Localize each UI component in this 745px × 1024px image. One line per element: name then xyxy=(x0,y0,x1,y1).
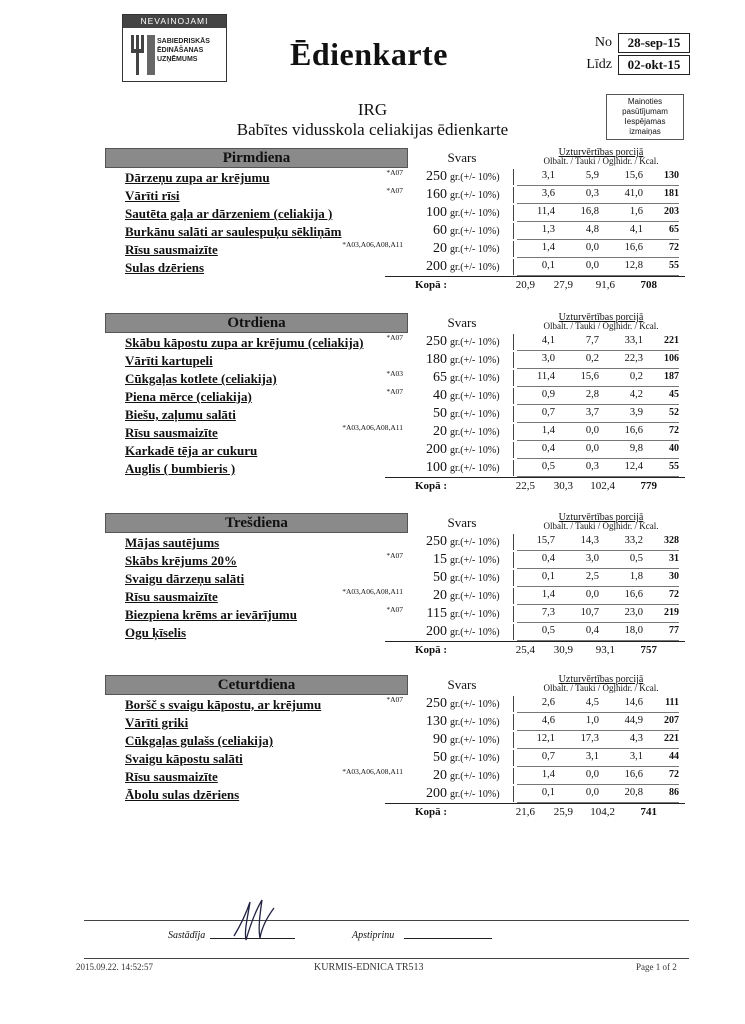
fat-value: 14,3 xyxy=(580,535,599,546)
approved-label: Apstiprinu xyxy=(352,930,395,941)
menu-item-row xyxy=(105,767,685,785)
portion-weight: 250 gr.(+/- 10%) xyxy=(411,169,514,185)
dish-name: Piena mērce (celiakija) xyxy=(125,389,252,404)
kcal-value: 203 xyxy=(664,206,679,217)
to-label: Līdz xyxy=(586,57,612,72)
menu-item-row xyxy=(105,713,685,731)
protein-value: 12,1 xyxy=(536,733,555,744)
fat-value: 3,0 xyxy=(585,553,599,564)
total-protein: 25,4 xyxy=(515,644,535,656)
fat-value: 0,0 xyxy=(585,425,599,436)
portion-weight: 20 gr.(+/- 10%) xyxy=(411,424,514,440)
total-label: Kopā : xyxy=(415,806,448,818)
kcal-value: 111 xyxy=(665,697,679,708)
fat-value: 1,0 xyxy=(585,715,599,726)
fat-value: 0,0 xyxy=(585,242,599,253)
protein-value: 11,4 xyxy=(537,371,555,382)
fat-value: 10,7 xyxy=(580,607,599,618)
portion-weight: 180 gr.(+/- 10%) xyxy=(411,352,514,368)
carb-value: 4,3 xyxy=(629,733,643,744)
protein-value: 0,5 xyxy=(541,461,555,472)
carb-value: 12,8 xyxy=(624,260,643,271)
kcal-value: 55 xyxy=(669,461,679,472)
allergen-codes: *A03,A06,A08,A11 xyxy=(342,587,403,596)
total-fat: 27,9 xyxy=(553,279,573,291)
fat-value: 7,7 xyxy=(585,335,599,346)
date-range xyxy=(584,33,690,75)
total-protein: 20,9 xyxy=(515,279,535,291)
kcal-value: 207 xyxy=(664,715,679,726)
day-name: Ceturtdiena xyxy=(105,675,408,695)
day-section xyxy=(105,313,685,496)
dish-name: Svaigu kāpostu salāti xyxy=(125,751,243,766)
total-kcal: 779 xyxy=(640,480,657,492)
dish-name: Sulas dzēriens xyxy=(125,260,205,275)
carb-value: 33,1 xyxy=(624,335,643,346)
fat-value: 0,4 xyxy=(585,625,599,636)
fat-value: 16,8 xyxy=(580,206,599,217)
day-name: Pirmdiena xyxy=(105,148,408,168)
total-kcal: 708 xyxy=(640,279,657,291)
fat-value: 4,5 xyxy=(585,697,599,708)
protein-value: 0,1 xyxy=(541,787,555,798)
menu-item-row xyxy=(105,605,685,623)
portion-weight: 15 gr.(+/- 10%) xyxy=(411,552,514,568)
protein-value: 1,4 xyxy=(541,242,555,253)
menu-item-row xyxy=(105,569,685,587)
dish-name: Rīsu sausmaizīte xyxy=(125,242,218,257)
kcal-value: 72 xyxy=(669,425,679,436)
fat-value: 0,0 xyxy=(585,443,599,454)
dish-name: Karkadē tēja ar cukuru xyxy=(125,443,258,458)
protein-value: 0,4 xyxy=(541,443,555,454)
portion-weight: 40 gr.(+/- 10%) xyxy=(411,388,514,404)
kcal-value: 187 xyxy=(664,371,679,382)
portion-weight: 160 gr.(+/- 10%) xyxy=(411,187,514,203)
carb-value: 23,0 xyxy=(624,607,643,618)
total-label: Kopā : xyxy=(415,644,448,656)
dish-name: Rīsu sausmaizīte xyxy=(125,425,218,440)
kcal-value: 55 xyxy=(669,260,679,271)
carb-value: 22,3 xyxy=(624,353,643,364)
menu-item-row xyxy=(105,731,685,749)
protein-value: 15,7 xyxy=(536,535,555,546)
portion-weight: 200 gr.(+/- 10%) xyxy=(411,259,514,275)
carb-value: 3,1 xyxy=(629,751,643,762)
fat-value: 0,2 xyxy=(585,353,599,364)
portion-weight: 250 gr.(+/- 10%) xyxy=(411,696,514,712)
menu-subtitle: Babītes vidusskola celiakijas ēdienkarte xyxy=(236,120,509,139)
portion-weight: 20 gr.(+/- 10%) xyxy=(411,588,514,604)
company-logo xyxy=(122,14,227,82)
total-protein: 21,6 xyxy=(515,806,535,818)
portion-weight: 200 gr.(+/- 10%) xyxy=(411,786,514,802)
logo-band: NEVAINOJAMI xyxy=(123,15,226,28)
nutrition-header: Uzturvērtības porcijā Olbalt. / Tauki / Ogļhidr. / Kcal. xyxy=(543,312,659,331)
carb-value: 44,9 xyxy=(624,715,643,726)
protein-value: 0,7 xyxy=(541,407,555,418)
portion-weight: 200 gr.(+/- 10%) xyxy=(411,442,514,458)
day-section xyxy=(105,148,685,295)
carb-value: 20,8 xyxy=(624,787,643,798)
menu-item-row xyxy=(105,387,685,405)
weight-header: Svars xyxy=(447,150,477,165)
menu-item-row xyxy=(105,186,685,204)
from-label: No xyxy=(594,35,612,50)
menu-item-row xyxy=(105,749,685,767)
nutrition-header: Uzturvērtības porcijā Olbalt. / Tauki / Ogļhidr. / Kcal. xyxy=(543,512,659,531)
dish-name: Ābolu sulas dzēriens xyxy=(125,787,240,802)
portion-weight: 50 gr.(+/- 10%) xyxy=(411,570,514,586)
day-total xyxy=(385,641,685,660)
kcal-value: 181 xyxy=(664,188,679,199)
total-fat: 25,9 xyxy=(553,806,573,818)
menu-item-row xyxy=(105,204,685,222)
carb-value: 16,6 xyxy=(624,425,643,436)
portion-weight: 60 gr.(+/- 10%) xyxy=(411,223,514,239)
menu-item-row xyxy=(105,258,685,276)
allergen-codes: *A03,A06,A08,A11 xyxy=(342,240,403,249)
allergen-codes: *A07 xyxy=(386,333,403,342)
total-carb: 93,1 xyxy=(595,644,615,656)
portion-weight: 20 gr.(+/- 10%) xyxy=(411,241,514,257)
kcal-value: 221 xyxy=(664,733,679,744)
menu-item-row xyxy=(105,222,685,240)
total-kcal: 741 xyxy=(640,806,657,818)
carb-value: 16,6 xyxy=(624,242,643,253)
portion-weight: 250 gr.(+/- 10%) xyxy=(411,334,514,350)
menu-item-row xyxy=(105,333,685,351)
menu-item-row xyxy=(105,587,685,605)
day-header xyxy=(105,148,685,168)
day-total xyxy=(385,803,685,822)
carb-value: 4,2 xyxy=(629,389,643,400)
dish-name: Dārzeņu zupa ar krējumu xyxy=(125,170,270,185)
kcal-value: 86 xyxy=(669,787,679,798)
allergen-codes: *A07 xyxy=(386,186,403,195)
total-fat: 30,9 xyxy=(553,644,573,656)
day-header xyxy=(105,675,685,695)
kcal-value: 40 xyxy=(669,443,679,454)
signature-divider xyxy=(84,920,689,921)
portion-weight: 100 gr.(+/- 10%) xyxy=(411,460,514,476)
dish-name: Burkānu salāti ar saulespuķu sēkliņām xyxy=(125,224,342,239)
menu-item-row xyxy=(105,551,685,569)
carb-value: 0,5 xyxy=(629,553,643,564)
dish-name: Biešu, zaļumu salāti xyxy=(125,407,236,422)
fat-value: 3,1 xyxy=(585,751,599,762)
menu-item-row xyxy=(105,240,685,258)
footer-page: Page 1 of 2 xyxy=(636,962,677,972)
menu-item-row xyxy=(105,533,685,551)
dish-name: Rīsu sausmaizīte xyxy=(125,589,218,604)
total-carb: 91,6 xyxy=(595,279,615,291)
kcal-value: 221 xyxy=(664,335,679,346)
footer-divider xyxy=(84,958,689,959)
compiled-label: Sastādīja xyxy=(168,930,206,941)
dish-name: Skābu kāpostu zupa ar krējumu (celiakija) xyxy=(125,335,364,350)
carb-value: 9,8 xyxy=(629,443,643,454)
to-date: 02-okt-15 xyxy=(618,55,690,75)
fat-value: 2,5 xyxy=(585,571,599,582)
day-total xyxy=(385,276,685,295)
fat-value: 0,0 xyxy=(585,787,599,798)
kcal-value: 72 xyxy=(669,769,679,780)
fat-value: 3,7 xyxy=(585,407,599,418)
allergen-codes: *A07 xyxy=(386,605,403,614)
weight-header: Svars xyxy=(447,315,477,330)
menu-item-row xyxy=(105,369,685,387)
protein-value: 0,9 xyxy=(541,389,555,400)
handwritten-signature xyxy=(228,896,278,946)
portion-weight: 250 gr.(+/- 10%) xyxy=(411,534,514,550)
kcal-value: 65 xyxy=(669,224,679,235)
carb-value: 3,9 xyxy=(629,407,643,418)
fat-value: 0,0 xyxy=(585,769,599,780)
dish-name: Svaigu dārzeņu salāti xyxy=(125,571,245,586)
allergen-codes: *A03,A06,A08,A11 xyxy=(342,767,403,776)
portion-weight: 50 gr.(+/- 10%) xyxy=(411,750,514,766)
protein-value: 3,6 xyxy=(541,188,555,199)
footer-system: KURMIS-EDNICA TR513 xyxy=(314,962,424,973)
dish-name: Cūkgaļas kotlete (celiakija) xyxy=(125,371,277,386)
dish-name: Biezpiena krēms ar ievārījumu xyxy=(125,607,297,622)
menu-item-row xyxy=(105,351,685,369)
total-label: Kopā : xyxy=(415,279,448,291)
day-total xyxy=(385,477,685,496)
carb-value: 16,6 xyxy=(624,769,643,780)
organization: IRG xyxy=(357,100,388,119)
portion-weight: 20 gr.(+/- 10%) xyxy=(411,768,514,784)
dish-name: Mājas sautējums xyxy=(125,535,220,550)
allergen-codes: *A07 xyxy=(386,168,403,177)
protein-value: 1,3 xyxy=(541,224,555,235)
fat-value: 0,0 xyxy=(585,260,599,271)
menu-item-row xyxy=(105,441,685,459)
nutrition-header: Uzturvērtības porcijā Olbalt. / Tauki / Ogļhidr. / Kcal. xyxy=(543,147,659,166)
total-carb: 104,2 xyxy=(590,806,615,818)
from-date: 28-sep-15 xyxy=(618,33,690,53)
day-section xyxy=(105,675,685,822)
day-header xyxy=(105,513,685,533)
dish-name: Vārīti rīsi xyxy=(125,188,180,203)
footer-timestamp: 2015.09.22. 14:52:57 xyxy=(76,962,154,972)
day-header xyxy=(105,313,685,333)
protein-value: 3,1 xyxy=(541,170,555,181)
carb-value: 15,6 xyxy=(624,170,643,181)
carb-value: 41,0 xyxy=(624,188,643,199)
portion-weight: 50 gr.(+/- 10%) xyxy=(411,406,514,422)
menu-item-row xyxy=(105,423,685,441)
portion-weight: 90 gr.(+/- 10%) xyxy=(411,732,514,748)
dish-name: Ogu ķīselis xyxy=(125,625,187,640)
dish-name: Vārīti kartupeli xyxy=(125,353,213,368)
logo-text: SABIEDRISKĀS ĒDINĀŠANAS UZŅĒMUMS xyxy=(157,38,210,63)
change-note: Mainoties pasūtījumam Iespējamas izmaiņas xyxy=(606,94,684,140)
allergen-codes: *A07 xyxy=(386,695,403,704)
dish-name: Sautēta gaļa ar dārzeniem (celiakija ) xyxy=(125,206,333,221)
fork-icon xyxy=(129,33,157,77)
dish-name: Auglis ( bumbieris ) xyxy=(125,461,236,476)
fat-value: 2,8 xyxy=(585,389,599,400)
menu-item-row xyxy=(105,623,685,641)
fat-value: 15,6 xyxy=(580,371,599,382)
protein-value: 4,6 xyxy=(541,715,555,726)
protein-value: 7,3 xyxy=(541,607,555,618)
dish-name: Skābs krējums 20% xyxy=(125,553,237,568)
page-title: Ēdienkarte xyxy=(290,36,448,72)
carb-value: 33,2 xyxy=(624,535,643,546)
protein-value: 0,1 xyxy=(541,260,555,271)
kcal-value: 106 xyxy=(664,353,679,364)
kcal-value: 52 xyxy=(669,407,679,418)
kcal-value: 30 xyxy=(669,571,679,582)
dish-name: Vārīti griki xyxy=(125,715,189,730)
portion-weight: 200 gr.(+/- 10%) xyxy=(411,624,514,640)
allergen-codes: *A07 xyxy=(386,387,403,396)
protein-value: 0,1 xyxy=(541,571,555,582)
carb-value: 1,6 xyxy=(629,206,643,217)
protein-value: 1,4 xyxy=(541,425,555,436)
fat-value: 0,0 xyxy=(585,589,599,600)
kcal-value: 44 xyxy=(669,751,679,762)
protein-value: 3,0 xyxy=(541,353,555,364)
portion-weight: 100 gr.(+/- 10%) xyxy=(411,205,514,221)
fat-value: 5,9 xyxy=(585,170,599,181)
protein-value: 0,7 xyxy=(541,751,555,762)
total-fat: 30,3 xyxy=(553,480,573,492)
total-protein: 22,5 xyxy=(515,480,535,492)
nutrition-header: Uzturvērtības porcijā Olbalt. / Tauki / Ogļhidr. / Kcal. xyxy=(543,674,659,693)
total-label: Kopā : xyxy=(415,480,448,492)
kcal-value: 77 xyxy=(669,625,679,636)
kcal-value: 31 xyxy=(669,553,679,564)
menu-item-row xyxy=(105,459,685,477)
carb-value: 14,6 xyxy=(624,697,643,708)
allergen-codes: *A07 xyxy=(386,551,403,560)
allergen-codes: *A03 xyxy=(386,369,403,378)
kcal-value: 72 xyxy=(669,242,679,253)
total-kcal: 757 xyxy=(640,644,657,656)
allergen-codes: *A03,A06,A08,A11 xyxy=(342,423,403,432)
fat-value: 0,3 xyxy=(585,461,599,472)
kcal-value: 72 xyxy=(669,589,679,600)
approved-signature-line xyxy=(404,938,492,939)
menu-item-row xyxy=(105,785,685,803)
weight-header: Svars xyxy=(447,515,477,530)
kcal-value: 130 xyxy=(664,170,679,181)
portion-weight: 115 gr.(+/- 10%) xyxy=(411,606,514,622)
protein-value: 0,4 xyxy=(541,553,555,564)
protein-value: 11,4 xyxy=(537,206,555,217)
weight-header: Svars xyxy=(447,677,477,692)
dish-name: Rīsu sausmaizīte xyxy=(125,769,218,784)
carb-value: 0,2 xyxy=(629,371,643,382)
carb-value: 18,0 xyxy=(624,625,643,636)
fat-value: 17,3 xyxy=(580,733,599,744)
protein-value: 1,4 xyxy=(541,589,555,600)
protein-value: 2,6 xyxy=(541,697,555,708)
dish-name: Cūkgaļas gulašs (celiakija) xyxy=(125,733,274,748)
day-section xyxy=(105,513,685,660)
portion-weight: 65 gr.(+/- 10%) xyxy=(411,370,514,386)
carb-value: 4,1 xyxy=(629,224,643,235)
carb-value: 12,4 xyxy=(624,461,643,472)
portion-weight: 130 gr.(+/- 10%) xyxy=(411,714,514,730)
fat-value: 0,3 xyxy=(585,188,599,199)
carb-value: 1,8 xyxy=(629,571,643,582)
kcal-value: 328 xyxy=(664,535,679,546)
protein-value: 4,1 xyxy=(541,335,555,346)
menu-item-row xyxy=(105,168,685,186)
protein-value: 1,4 xyxy=(541,769,555,780)
day-name: Otrdiena xyxy=(105,313,408,333)
protein-value: 0,5 xyxy=(541,625,555,636)
day-name: Trešdiena xyxy=(105,513,408,533)
dish-name: Boršč s svaigu kāpostu, ar krējumu xyxy=(125,697,322,712)
carb-value: 16,6 xyxy=(624,589,643,600)
kcal-value: 45 xyxy=(669,389,679,400)
kcal-value: 219 xyxy=(664,607,679,618)
fat-value: 4,8 xyxy=(585,224,599,235)
total-carb: 102,4 xyxy=(590,480,615,492)
menu-item-row xyxy=(105,405,685,423)
menu-item-row xyxy=(105,695,685,713)
